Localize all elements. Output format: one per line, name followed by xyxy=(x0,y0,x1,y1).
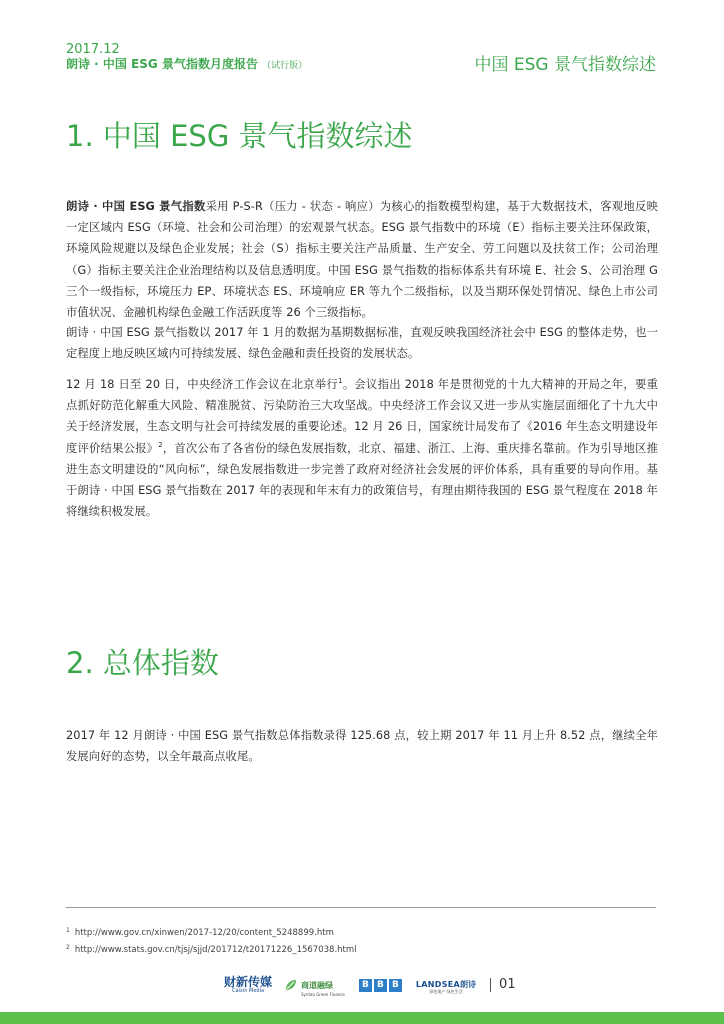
footnote-divider xyxy=(66,907,656,908)
footnote-1 xyxy=(66,925,334,939)
footnote-2 xyxy=(66,942,357,956)
bbb-logo-letter: B xyxy=(389,979,402,992)
footnote-2-link[interactable]: http://www.stats.gov.cn/tjsj/sjjd/201712/t20171226_1567038.html xyxy=(74,945,357,955)
paragraph-1-text: 采用 P-S-R（压力 - 状态 - 响应）为核心的指数模型构建，基于大数据技术，客观地反映一定区域内 ESG（环境、社会和公司治理）的宏观景气状态。ESG 景气指数中的环境（E）指标主要关注环保政策，环境风险规避以及绿色企业发展；社会（S）指标主要关注产品质量、生产安全、劳工问题以及扶贫工作；公司治理（G）指标主要关注企业治理结构以及信息透明度。中国 ESG 景气指数的指标体系共有环境 E、社会 S、公司治理 G 三个一级指标，环境压力 EP、环境状态 ES、环境响应 ER 等九个二级指标，以及当期环保处罚情况、绿色上市公司市值状况、金融机构绿色金融工作活跃度等 26 个三级指标。 xyxy=(66,200,659,320)
footnote-ref-1: 1 xyxy=(338,377,343,385)
paragraph-3-part-a: 12 月 18 日至 20 日，中央经济工作会议在北京举行 xyxy=(66,378,339,391)
footnote-1-number: 1 xyxy=(66,927,70,934)
section-2-title: 2. 总体指数 xyxy=(66,646,219,680)
syntao-logo xyxy=(284,973,345,997)
paragraph-3-part-c: ，首次公布了各省份的绿色发展指数，北京、福建、浙江、上海、重庆排名靠前。作为引导地区推进生态文明建设的“风向标”，绿色发展指数进一步完善了政府对经济社会发展的评价体系，具有重要的导向作用。基于朗诗 · 中国 ESG 景气指数在 2017 年的表现和年末有力的政策信号，有理由期待我国的 ESG 景气程度在 2018 年将继续积极发展。 xyxy=(66,441,658,519)
page-number-divider xyxy=(490,978,491,992)
caixin-logo-subtext: Caixin Media xyxy=(231,988,265,994)
section-1-paragraph-2: 朗诗 · 中国 ESG 景气指数以 2017 年 1 月的数据为基期数据标准，直观反映我国经济社会中 ESG 的整体走势，也一定程度上地反映区域内可持续发展、绿色金融和责任投资的发展状态。 xyxy=(66,326,658,361)
syntao-logo-text: 商道融绿 xyxy=(301,981,334,990)
landsea-logo xyxy=(416,977,476,994)
caixin-logo-text: 财新传媒 xyxy=(224,975,273,989)
syntao-logo-subtext: Syntao Green Finance xyxy=(301,992,345,997)
section-1-title: 1. 中国 ESG 景气指数综述 xyxy=(66,119,413,153)
footnote-ref-2: 2 xyxy=(158,440,163,449)
bbb-logo-letter: B xyxy=(374,979,387,992)
footnote-2-number: 2 xyxy=(66,944,70,951)
bbb-logo xyxy=(359,979,402,992)
section-2-paragraph-1: 2017 年 12 月朗诗 · 中国 ESG 景气指数总体指数录得 125.68 点，较上期 2017 年 11 月上升 8.52 点，继续全年发展向好的态势，以全年最高点收尾。 xyxy=(66,729,658,764)
report-title xyxy=(66,57,307,74)
report-date: 2017.12 xyxy=(66,42,120,57)
leaf-icon xyxy=(284,978,298,992)
landsea-logo-cn: 朗诗 xyxy=(460,979,477,989)
page-number: 01 xyxy=(499,977,516,992)
bottom-accent-bar xyxy=(0,1012,724,1024)
index-name-bold: 朗诗 · 中国 ESG 景气指数 xyxy=(66,200,206,213)
section-1-paragraph-1 xyxy=(66,196,658,323)
trial-label: （试行版） xyxy=(262,61,308,71)
bbb-logo-letter: B xyxy=(359,979,372,992)
section-1-paragraph-3 xyxy=(66,374,658,522)
header-section-label: 中国 ESG 景气指数综述 xyxy=(474,55,656,75)
landsea-logo-subtext: 绿色地产 绿色生活 xyxy=(429,988,463,994)
report-title-text: 朗诗 · 中国 ESG 景气指数月度报告 xyxy=(66,57,258,71)
landsea-logo-text: LANDSEA xyxy=(415,979,461,989)
footnote-1-link[interactable]: http://www.gov.cn/xinwen/2017-12/20/content_5248899.htm xyxy=(74,928,334,938)
paragraph-3-part-b: 。会议指出 2018 年是贯彻党的十九大精神的开局之年，要重点抓好防范化解重大风险、精准脱贫、污染防治三大攻坚战。中央经济工作会议又进一步从实施层面细化了十九大中关于经济发展，生态文明与社会可持续发展的重要论述。12 月 26 日，国家统计局发布了《2016 年生态文明建设年度评价结果公报》 xyxy=(66,378,658,455)
partner-logos xyxy=(224,974,516,996)
caixin-logo xyxy=(224,976,272,994)
header-left xyxy=(66,42,307,74)
